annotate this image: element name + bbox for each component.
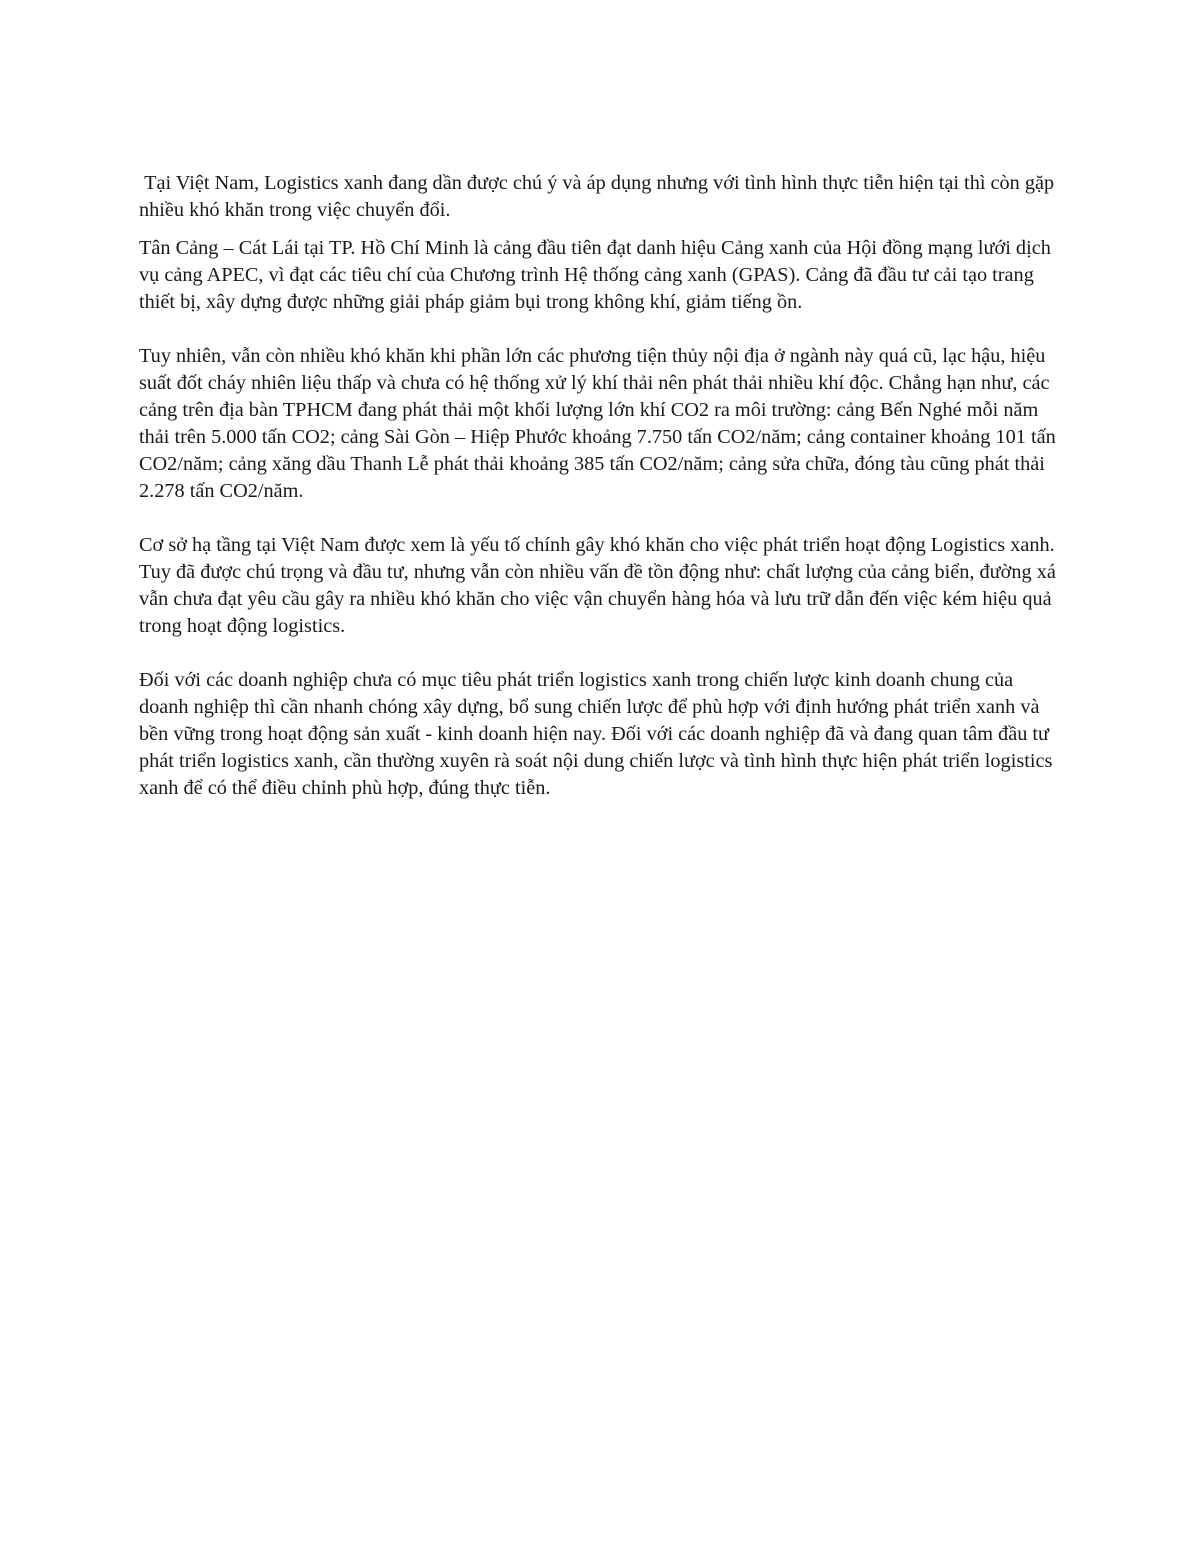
paragraph-spacer [139,316,1061,343]
document-body [139,170,1061,802]
paragraph-tan-cang: Tân Cảng – Cát Lái tại TP. Hồ Chí Minh là cảng đầu tiên đạt danh hiệu Cảng xanh của Hội đồng mạng lưới dịch vụ cảng APEC, vì đạt các tiêu chí của Chương trình Hệ thống cảng xanh (GPAS). Cảng đã đầu tư cải tạo trang thiết bị, xây dựng được những giải pháp giảm bụi trong không khí, giảm tiếng ồn. [139,237,1056,313]
paragraph-spacer [139,224,1061,235]
paragraph-spacer [139,505,1061,532]
paragraph-difficulties: Tuy nhiên, vẫn còn nhiều khó khăn khi phần lớn các phương tiện thủy nội địa ở ngành này quá cũ, lạc hậu, hiệu suất đốt cháy nhiên liệu thấp và chưa có hệ thống xử lý khí thải nên phát thải nhiều khí độc. Chẳng hạn như, các cảng trên địa bàn TPHCM đang phát thải một khối lượng lớn khí CO2 ra môi trường: cảng Bến Nghé mỗi năm thải trên 5.000 tấn CO2; cảng Sài Gòn – Hiệp Phước khoảng 7.750 tấn CO2/năm; cảng container khoảng 101 tấn CO2/năm; cảng xăng dầu Thanh Lễ phát thải khoảng 385 tấn CO2/năm; cảng sửa chữa, đóng tàu cũng phát thải 2.278 tấn CO2/năm. [139,345,1061,502]
paragraph-spacer [139,640,1061,667]
paragraph-recommendations: Đối với các doanh nghiệp chưa có mục tiêu phát triển logistics xanh trong chiến lược kinh doanh chung của doanh nghiệp thì cần nhanh chóng xây dựng, bổ sung chiến lược để phù hợp với định hướng phát triển xanh và bền vững trong hoạt động sản xuất - kinh doanh hiện nay. Đối với các doanh nghiệp đã và đang quan tâm đầu tư phát triển logistics xanh, cần thường xuyên rà soát nội dung chiến lược và tình hình thực hiện phát triển logistics xanh để có thể điều chỉnh phù hợp, đúng thực tiễn. [139,669,1058,799]
paragraph-intro: Tại Việt Nam, Logistics xanh đang dần được chú ý và áp dụng nhưng với tình hình thực tiễn hiện tại thì còn gặp nhiều khó khăn trong việc chuyển đổi. [139,172,1060,221]
paragraph-infrastructure: Cơ sở hạ tầng tại Việt Nam được xem là yếu tố chính gây khó khăn cho việc phát triển hoạt động Logistics xanh. Tuy đã được chú trọng và đầu tư, nhưng vẫn còn nhiều vấn đề tồn động như: chất lượng của cảng biển, đường xá vẫn chưa đạt yêu cầu gây ra nhiều khó khăn cho việc vận chuyển hàng hóa và lưu trữ dẫn đến việc kém hiệu quả trong hoạt động logistics. [139,534,1061,637]
